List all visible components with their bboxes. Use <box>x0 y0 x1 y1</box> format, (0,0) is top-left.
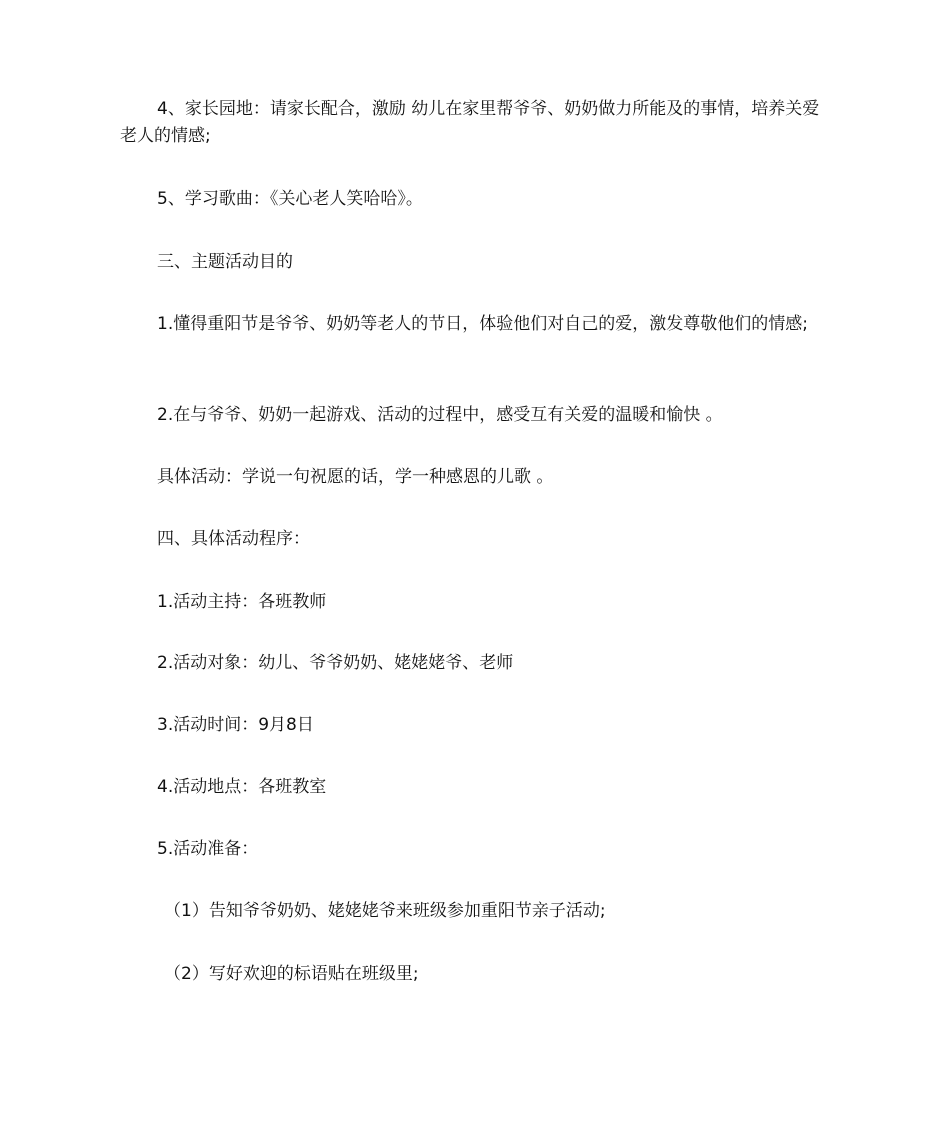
paragraph-specific-activity: 具体活动：学说一句祝愿的话，学一种感恩的儿歌 。 <box>157 467 554 487</box>
paragraph-preparation: 5.活动准备： <box>157 839 259 859</box>
paragraph-location: 4.活动地点：各班教室 <box>157 777 327 797</box>
paragraph-parent-corner: 4、家长园地：请家长配合，激励 幼儿在家里帮爷爷、奶奶做力所能及的事情，培养关爱老人的情感; <box>120 99 820 146</box>
section-heading-goals: 三、主题活动目的 <box>157 252 293 272</box>
paragraph-goal-2: 2.在与爷爷、奶奶一起游戏、活动的过程中，感受互有关爱的温暖和愉快 。 <box>157 405 723 425</box>
paragraph-time: 3.活动时间：9月8日 <box>157 715 314 735</box>
list-item-prep-1: （1）告知爷爷奶奶、姥姥姥爷来班级参加重阳节亲子活动; <box>164 901 606 921</box>
section-heading-procedure: 四、具体活动程序： <box>157 529 310 549</box>
paragraph-participants: 2.活动对象：幼儿、爷爷奶奶、姥姥姥爷、老师 <box>157 653 514 673</box>
paragraph-goal-1: 1.懂得重阳节是爷爷、奶奶等老人的节日，体验他们对自己的爱，激发尊敬他们的情感; <box>157 314 808 334</box>
paragraph-learn-song: 5、学习歌曲：《关心老人笑哈哈》。 <box>157 189 423 209</box>
paragraph-host: 1.活动主持：各班教师 <box>157 592 327 612</box>
list-item-prep-2: （2）写好欢迎的标语贴在班级里; <box>164 964 419 984</box>
